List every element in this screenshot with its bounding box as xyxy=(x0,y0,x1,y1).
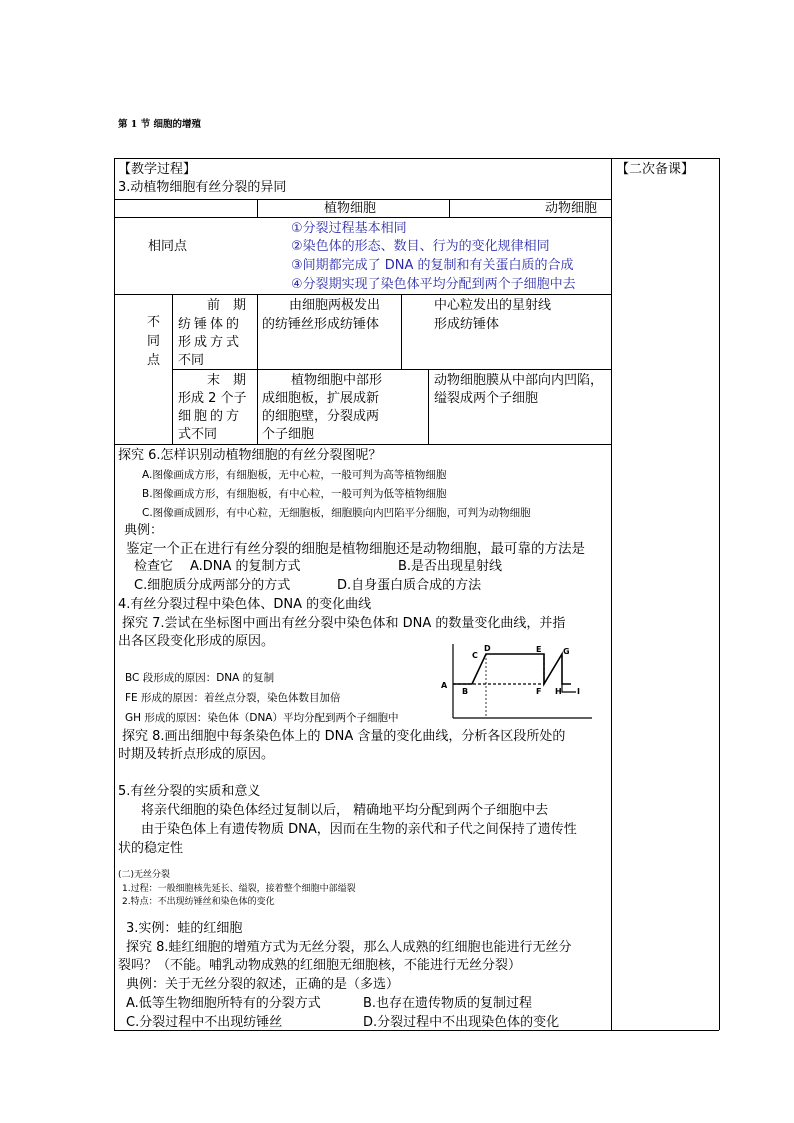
amitosis-item: 1.过程：一般细胞核先延长、缢裂，接着整个细胞中部缢裂 xyxy=(122,884,356,894)
row2-label-line: 式不同 xyxy=(178,427,218,442)
example-2-label: 典例：关于无丝分裂的叙述，正确的是（多选） xyxy=(126,977,400,992)
row1-label-line: 不同 xyxy=(178,353,205,368)
row1-animal-line: 中心粒发出的星射线 xyxy=(434,298,552,313)
explore-7-line: 出各区段变化形成的原因。 xyxy=(118,634,275,649)
row2-animal-line: 缢裂成两个子细胞 xyxy=(434,391,539,406)
curve-tail xyxy=(562,684,576,692)
row1-plant-line: 的纺锤丝形成纺锤体 xyxy=(262,317,380,332)
section-5-title: 5.有丝分裂的实质和意义 xyxy=(118,784,261,799)
row1-label-line: 形成方式 xyxy=(178,335,243,350)
same-item: ①分裂过程基本相同 xyxy=(291,221,407,236)
explore-8b-line: 裂吗？（不能。哺乳动物成熟的红细胞无细胞核，不能进行无丝分裂） xyxy=(118,958,522,973)
example-2-option-a: A.低等生物细胞所特有的分裂方式 xyxy=(126,996,321,1011)
explore-6-option: C.图像画成圆形，有中心粒，无细胞板，细胞膜向内凹陷平分细胞，可判为动物细胞 xyxy=(142,507,531,519)
point-label: A xyxy=(441,681,448,690)
section-5-paragraph: 状的稳定性 xyxy=(118,841,184,856)
column-plant: 植物细胞 xyxy=(324,201,377,216)
row2-plant-line: 个子细胞 xyxy=(262,427,315,442)
point-label: I xyxy=(577,687,580,696)
side-label: 【二次备课】 xyxy=(616,162,695,177)
point-label: B xyxy=(462,687,469,696)
explore-6-option: A.图像画成方形，有细胞板，无中心粒，一般可判为高等植物细胞 xyxy=(142,469,447,481)
amitosis-title: (二)无丝分裂 xyxy=(118,870,171,880)
explore-8-line: 探究 8.画出细胞中每条染色体上的 DNA 含量的变化曲线，分析各区段所处的 xyxy=(122,729,566,744)
fe-reason: FE 形成的原因：着丝点分裂，染色体数目加倍 xyxy=(125,692,341,704)
gh-reason: GH 形成的原因：染色体（DNA）平均分配到两个子细胞中 xyxy=(125,712,399,724)
dna-chromosome-curve-diagram xyxy=(436,642,596,724)
same-item: ②染色体的形态、数目、行为的变化规律相同 xyxy=(291,239,550,254)
example-2-option-b: B.也存在遗传物质的复制过程 xyxy=(363,996,533,1011)
explore-8b-line: 探究 8.蛙红细胞的增殖方式为无丝分裂，那么人成熟的红细胞也能进行无丝分 xyxy=(126,940,572,955)
explore-7-line: 探究 7.尝试在坐标图中画出有丝分裂中染色体和 DNA 的数量变化曲线，并指 xyxy=(122,616,566,631)
bc-reason: BC 段形成的原因：DNA 的复制 xyxy=(125,672,275,684)
same-label: 相同点 xyxy=(148,239,188,254)
row1-label-line: 前 期 xyxy=(207,298,247,313)
diff-label-char: 不 xyxy=(147,315,161,330)
point-label: D xyxy=(484,644,491,653)
column-animal: 动物细胞 xyxy=(545,201,598,216)
point-label: H xyxy=(555,687,562,696)
row1-label-line: 纺锤体的 xyxy=(178,317,243,332)
page-header-title: 第 1 节 细胞的增殖 xyxy=(118,119,202,130)
point-label: F xyxy=(536,687,542,696)
diff-label-char: 同 xyxy=(147,334,161,349)
example-1-question: 鉴定一个正在进行有丝分裂的细胞是植物细胞还是动物细胞，最可靠的方法是 xyxy=(126,541,585,557)
row2-plant-line: 成细胞板，扩展成新 xyxy=(262,391,380,406)
point-label: C xyxy=(472,651,478,660)
explore-6-question: 探究 6.怎样识别动植物细胞的有丝分裂图呢？ xyxy=(118,448,382,463)
same-item: ④分裂期实现了染色体平均分配到两个子细胞中去 xyxy=(291,277,576,292)
chromosome-curve xyxy=(453,654,544,684)
example-1-label: 典例： xyxy=(124,523,164,538)
example-2-option-d: D.分裂过程中不出现染色体的变化 xyxy=(363,1015,560,1030)
section-3-title: 3.动植物细胞有丝分裂的异同 xyxy=(118,180,287,195)
same-item: ③间期都完成了 DNA 的复制和有关蛋白质的合成 xyxy=(291,258,574,273)
section-5-paragraph: 由于染色体上有遗传物质 DNA，因而在生物的亲代和子代之间保持了遗传性 xyxy=(141,822,577,837)
row2-label-line: 形成 2 个子 xyxy=(178,391,247,406)
amitosis-item: 2.特点：不出现纺锤丝和染色体的变化 xyxy=(122,897,275,907)
example-1-option-c: C.细胞质分成两部分的方式 xyxy=(134,578,291,593)
example-frog-title: 3.实例：蛙的红细胞 xyxy=(126,921,243,936)
row2-label-line: 末 期 xyxy=(207,373,247,388)
section-5-paragraph: 将亲代细胞的染色体经过复制以后， 精确地平均分配到两个子细胞中去 xyxy=(141,803,549,818)
point-label: E xyxy=(536,645,542,654)
section-heading: 【教学过程】 xyxy=(118,162,197,177)
example-1-option-d: D.自身蛋白质合成的方法 xyxy=(337,578,482,593)
dna-curve xyxy=(453,654,571,684)
row2-plant-line: 的细胞壁，分裂成两 xyxy=(262,409,380,424)
point-label: G xyxy=(563,647,570,656)
row1-plant-line: 由细胞两极发出 xyxy=(289,298,381,313)
row2-animal-line: 动物细胞膜从中部向内凹陷， xyxy=(434,373,604,388)
example-2-option-c: C.分裂过程中不出现纺锤丝 xyxy=(126,1015,283,1030)
explore-8-line: 时期及转折点形成的原因。 xyxy=(118,747,275,762)
example-1-question-cont: 检查它 xyxy=(134,559,174,574)
explore-6-option: B.图像画成方形，有细胞板，有中心粒，一般可判为低等植物细胞 xyxy=(142,488,447,500)
example-1-option-a: A.DNA 的复制方式 xyxy=(190,559,301,574)
row2-label-line: 细胞的方 xyxy=(178,409,243,424)
diff-label-char: 点 xyxy=(147,353,161,368)
row1-animal-line: 形成纺锤体 xyxy=(434,317,500,332)
row2-plant-line: 植物细胞中部形 xyxy=(291,373,383,388)
section-4-title: 4.有丝分裂过程中染色体、DNA 的变化曲线 xyxy=(118,597,372,612)
example-1-option-b: B.是否出现星射线 xyxy=(398,559,503,574)
